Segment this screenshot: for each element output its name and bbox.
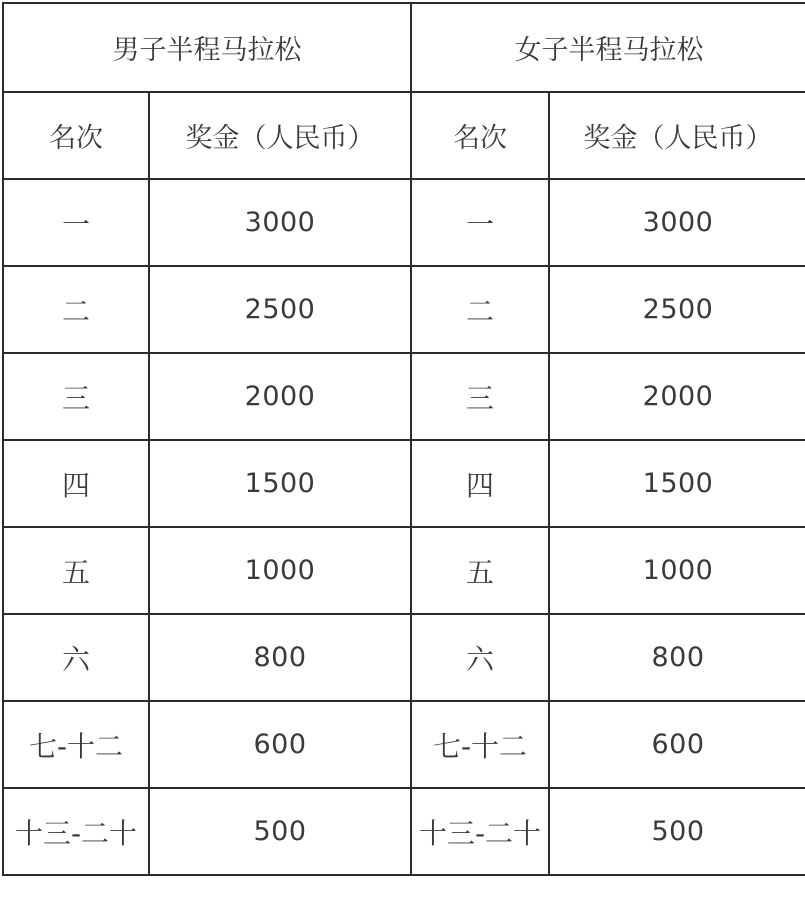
- women-rank-cell: 三: [411, 353, 549, 440]
- prize-table: [2, 2, 805, 876]
- men-rank-cell: 十三-二十: [3, 788, 149, 875]
- table-row: [3, 353, 805, 440]
- women-half-marathon-title: 女子半程马拉松: [411, 3, 805, 92]
- women-rank-cell: 四: [411, 440, 549, 527]
- women-prize-cell: 2500: [549, 266, 805, 353]
- women-prize-cell: 500: [549, 788, 805, 875]
- women-prize-cell: 800: [549, 614, 805, 701]
- title-row: [3, 3, 805, 92]
- women-rank-header: 名次: [411, 92, 549, 179]
- men-rank-cell: 三: [3, 353, 149, 440]
- men-rank-cell: 五: [3, 527, 149, 614]
- table-row: [3, 701, 805, 788]
- men-prize-header: 奖金（人民币）: [149, 92, 411, 179]
- table-row: [3, 266, 805, 353]
- table-row: [3, 788, 805, 875]
- men-rank-cell: 二: [3, 266, 149, 353]
- men-prize-cell: 1000: [149, 527, 411, 614]
- women-prize-cell: 2000: [549, 353, 805, 440]
- women-rank-cell: 一: [411, 179, 549, 266]
- men-prize-cell: 1500: [149, 440, 411, 527]
- men-rank-cell: 七-十二: [3, 701, 149, 788]
- women-rank-cell: 五: [411, 527, 549, 614]
- women-prize-header: 奖金（人民币）: [549, 92, 805, 179]
- header-row: [3, 92, 805, 179]
- men-prize-cell: 800: [149, 614, 411, 701]
- men-prize-cell: 2000: [149, 353, 411, 440]
- women-prize-cell: 1000: [549, 527, 805, 614]
- men-prize-cell: 3000: [149, 179, 411, 266]
- table-row: [3, 614, 805, 701]
- men-prize-cell: 500: [149, 788, 411, 875]
- women-prize-cell: 3000: [549, 179, 805, 266]
- women-rank-cell: 六: [411, 614, 549, 701]
- table-row: [3, 527, 805, 614]
- table-row: [3, 179, 805, 266]
- table-row: [3, 440, 805, 527]
- men-rank-cell: 一: [3, 179, 149, 266]
- men-rank-cell: 六: [3, 614, 149, 701]
- men-prize-cell: 2500: [149, 266, 411, 353]
- women-prize-cell: 1500: [549, 440, 805, 527]
- women-prize-cell: 600: [549, 701, 805, 788]
- men-rank-cell: 四: [3, 440, 149, 527]
- men-rank-header: 名次: [3, 92, 149, 179]
- men-half-marathon-title: 男子半程马拉松: [3, 3, 411, 92]
- women-rank-cell: 七-十二: [411, 701, 549, 788]
- women-rank-cell: 二: [411, 266, 549, 353]
- men-prize-cell: 600: [149, 701, 411, 788]
- women-rank-cell: 十三-二十: [411, 788, 549, 875]
